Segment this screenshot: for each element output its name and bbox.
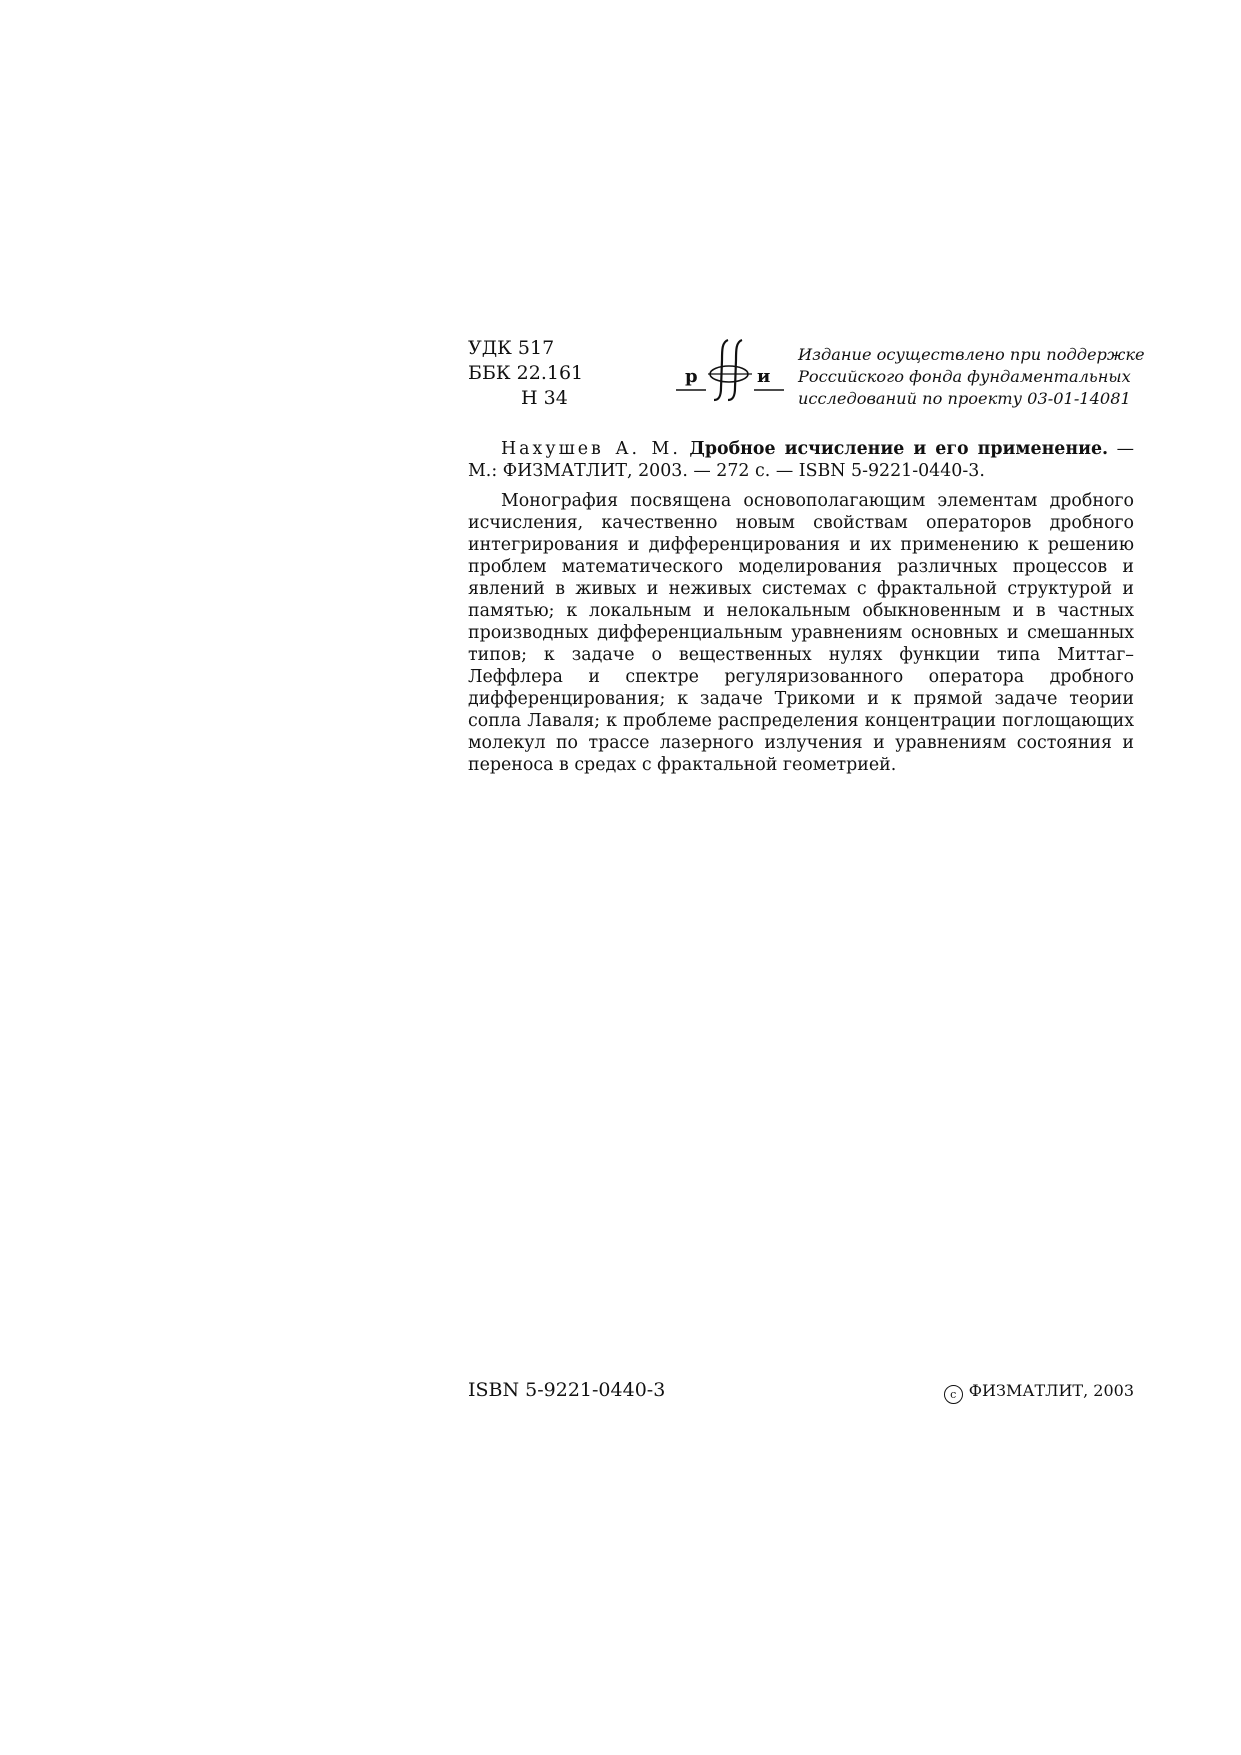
copyright-holder: ФИЗМАТЛИТ, 2003 <box>968 1381 1134 1400</box>
bbk-code: ББК 22.161 <box>468 362 584 384</box>
grant-support-note <box>798 344 1145 410</box>
book-title: Дробное исчисление и его применение. <box>689 439 1109 459</box>
footer-isbn: ISBN 5-9221-0440-3 <box>468 1379 666 1401</box>
bibliographic-reference <box>468 438 1134 482</box>
book-abstract: Монография посвящена основополагающим элементам дробного исчисления, качественно новым свойствам операторов дробного интегрирования и дифференцирования и их применению к решению проблем математического моделирования различных процессов и явлений в живых и неживых системах с фрактальной структурой и памятью; к локальным и нелокальным обыкновенным и в частных производных дифференциальным уравнениям основных и смешанных типов; к задаче о вещественных нулях функции типа Миттаг–Леффлера и спектре регуляризованного оператора дробного дифференцирования; к задаче Трикоми и к прямой задаче теории сопла Лаваля; к проблеме распределения концентрации поглощающих молекул по трассе лазерного излучения и уравнениям состояния и переноса в средах с фрактальной геометрией. <box>468 491 1134 775</box>
rffi-logo-icon <box>676 336 786 404</box>
support-line-1: Издание осуществлено при поддержке <box>798 345 1145 364</box>
author-name: Нахушев А. М. <box>501 439 681 459</box>
publication-details: — М.: ФИЗМАТЛИТ, 2003. — 272 с. — ISBN 5-9221-0440-3. <box>468 439 1134 481</box>
classification-codes <box>468 336 583 411</box>
support-line-2: Российского фонда фундаментальных <box>798 367 1131 386</box>
support-line-3: исследований по проекту 03-01-14081 <box>798 389 1131 408</box>
copyright-icon: c <box>944 1385 963 1404</box>
logo-letter-r: р <box>685 366 698 387</box>
author-mark: Н 34 <box>521 387 568 409</box>
footer-copyright <box>944 1381 1134 1404</box>
udk-code: УДК 517 <box>468 337 555 359</box>
logo-letter-i: и <box>757 366 771 387</box>
bibliographic-block <box>468 438 1134 776</box>
